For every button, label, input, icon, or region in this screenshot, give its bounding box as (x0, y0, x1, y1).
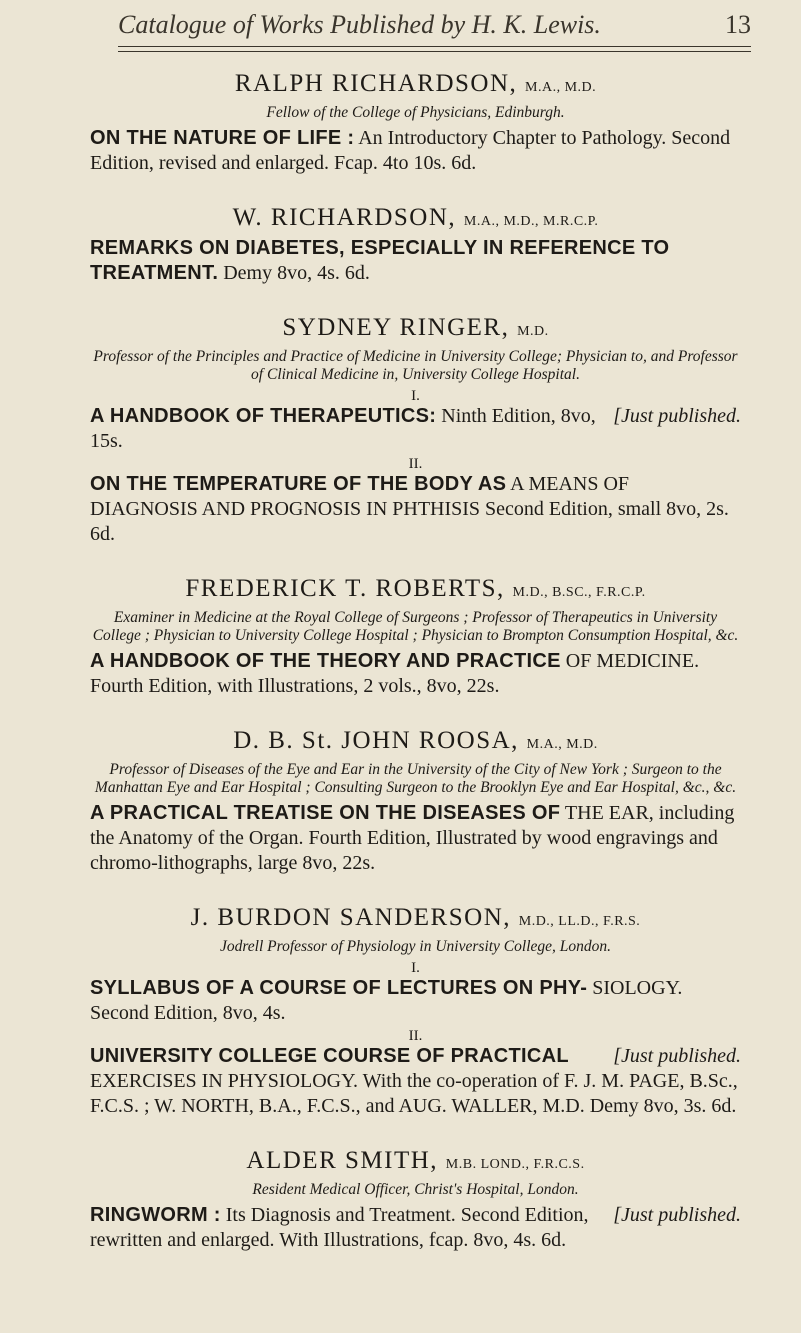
catalogue-entry (90, 204, 741, 286)
catalogue-entry (90, 904, 741, 1119)
work-details: EXERCISES IN PHYSIOLOGY. With the co-operation of F. J. M. PAGE, B.Sc., F.C.S. ; W. NORTH, B.A., F.C.S., and AUG. WALLER, M.D. Demy 8vo, 3s. 6d. (90, 1070, 738, 1117)
author-line (90, 727, 741, 759)
work-numeral: I. (411, 388, 420, 404)
work-listing (90, 801, 741, 876)
catalogue-entry (90, 727, 741, 876)
work-title: A HANDBOOK OF THE THEORY AND PRACTICE (90, 650, 561, 672)
catalogue-entry (90, 314, 741, 547)
work-details: Demy 8vo, 4s. 6d. (218, 262, 370, 284)
catalogue-entry (90, 575, 741, 699)
author-credentials: M.A., M.D., M.R.C.P. (463, 214, 599, 229)
work-listing (90, 126, 741, 176)
author-name: RALPH RICHARDSON, (234, 70, 518, 97)
author-affiliation: Fellow of the College of Physicians, Edinburgh. (266, 104, 565, 121)
author-credentials: M.B. LOND., F.R.C.S. (445, 1157, 585, 1172)
work-details: Its Diagnosis and Treatment. Second Edition, rewritten and enlarged. With Illustrations, fcap. 8vo, 4s. 6d. (90, 1204, 589, 1251)
author-credentials: M.A., M.D. (525, 80, 597, 95)
publication-note: [Just published. (613, 1045, 741, 1067)
work-listing (90, 976, 741, 1026)
work-details: SIOLOGY. Second Edition, 8vo, 4s. (90, 977, 683, 1024)
catalogue-entries (90, 70, 741, 1253)
publication-note: [Just published. (613, 1204, 741, 1226)
work-details: THE EAR, including the Anatomy of the Organ. Fourth Edition, Illustrated by wood engravings and chromo-lithographs, large 8vo, 22s. (90, 802, 735, 874)
work-listing (90, 1203, 741, 1253)
author-name: FREDERICK T. ROBERTS, (185, 575, 505, 602)
author-name: J. BURDON SANDERSON, (190, 904, 511, 931)
author-affiliation: Examiner in Medicine at the Royal College of Surgeons ; Professor of Therapeutics in University College ; Physician to University College Hospital ; Physician to Brompton Consumption Hospital, &c. (92, 609, 739, 644)
author-line (90, 575, 741, 607)
running-title: Catalogue of Works Published by H. K. Lewis. (118, 10, 601, 39)
work-title: REMARKS ON DIABETES, ESPECIALLY IN REFERENCE TO TREATMENT. (90, 237, 670, 284)
work-title: A PRACTICAL TREATISE ON THE DISEASES OF (90, 802, 561, 824)
work-title: ON THE NATURE OF LIFE : (90, 127, 355, 149)
author-affiliation: Jodrell Professor of Physiology in University College, London. (219, 938, 612, 955)
author-credentials: M.D. (517, 324, 549, 339)
work-details: A MEANS OF DIAGNOSIS AND PROGNOSIS IN PHTHISIS Second Edition, small 8vo, 2s. 6d. (90, 473, 729, 545)
work-numeral: II. (408, 456, 423, 472)
author-line (90, 70, 741, 102)
work-numeral: II. (408, 1028, 423, 1044)
work-title: RINGWORM : (90, 1204, 221, 1226)
author-affiliation: Professor of Diseases of the Eye and Ear in the University of the City of New York ; Surgeon to the Manhattan Eye and Ear Hospital ; Consulting Surgeon to the Brooklyn Eye and Ear Hospital, &c., &c. (94, 761, 737, 796)
work-title: UNIVERSITY COLLEGE COURSE OF PRACTICAL (90, 1045, 569, 1067)
author-credentials: M.A., M.D. (526, 737, 598, 752)
author-affiliation: Resident Medical Officer, Christ's Hospital, London. (252, 1181, 579, 1198)
work-numeral: I. (411, 960, 420, 976)
author-name: D. B. St. JOHN ROOSA, (233, 727, 519, 754)
work-title: A HANDBOOK OF THERAPEUTICS: (90, 405, 437, 427)
work-listing (90, 404, 741, 454)
publication-note: [Just published. (613, 405, 741, 427)
page-number: 13 (725, 10, 751, 39)
work-details: An Introductory Chapter to Pathology. Second Edition, revised and enlarged. Fcap. 4to 10s. 6d. (90, 127, 731, 174)
work-title: ON THE TEMPERATURE OF THE BODY AS (90, 473, 507, 495)
author-affiliation: Professor of the Principles and Practice of Medicine in University College; Physician to, and Professor of Clinical Medicine in, University College Hospital. (93, 348, 738, 383)
work-listing (90, 1044, 741, 1119)
work-listing (90, 649, 741, 699)
work-listing (90, 472, 741, 547)
author-name: ALDER SMITH, (246, 1147, 439, 1174)
author-line (90, 314, 741, 346)
work-title: SYLLABUS OF A COURSE OF LECTURES ON PHY- (90, 977, 588, 999)
work-details: Ninth Edition, 8vo, 15s. (90, 405, 596, 452)
author-line (90, 204, 741, 236)
catalogue-entry (90, 1147, 741, 1253)
work-details: OF MEDICINE. Fourth Edition, with Illustrations, 2 vols., 8vo, 22s. (90, 650, 700, 697)
work-listing (90, 236, 741, 286)
author-name: SYDNEY RINGER, (282, 314, 510, 341)
author-line (90, 1147, 741, 1179)
author-credentials: M.D., LL.D., F.R.S. (518, 914, 641, 929)
author-credentials: M.D., B.SC., F.R.C.P. (512, 585, 646, 600)
catalogue-entry (90, 70, 741, 176)
author-name: W. RICHARDSON, (232, 204, 457, 231)
author-line (90, 904, 741, 936)
